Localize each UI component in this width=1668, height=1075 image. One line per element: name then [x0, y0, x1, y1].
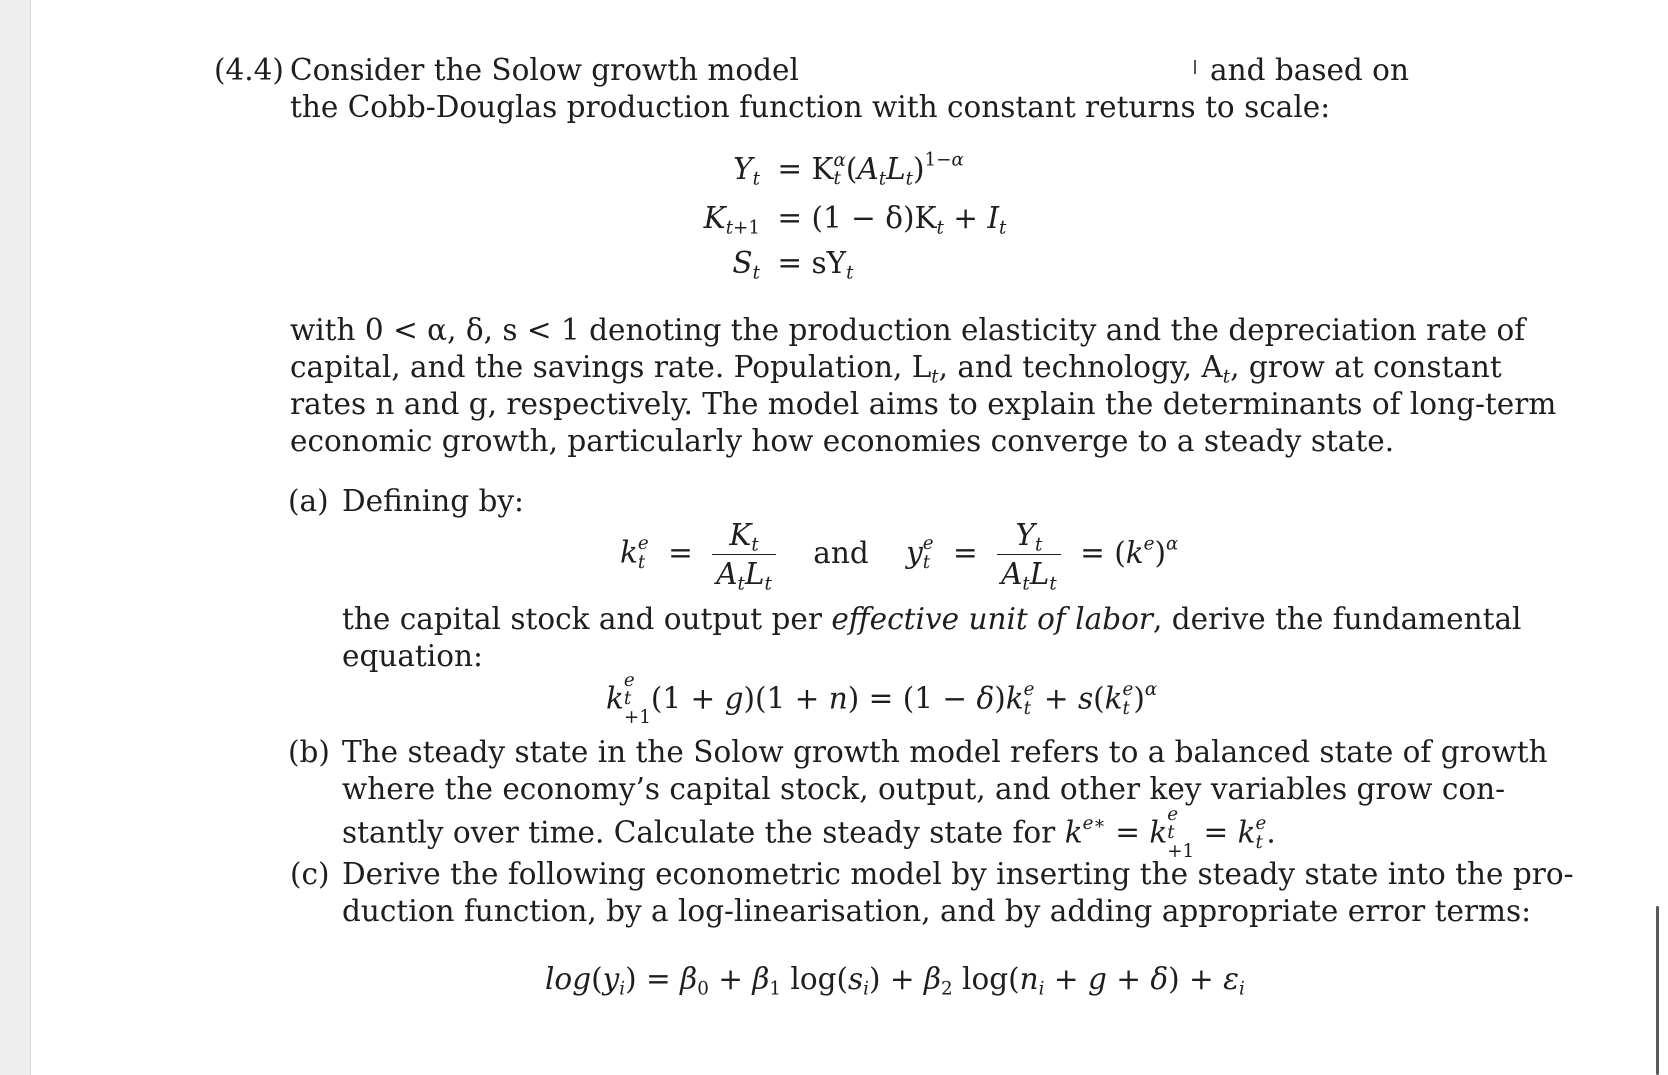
part-a-text-1: Defining by: [342, 484, 524, 518]
equation-effective-units: k e t = $\frac{K_t}{A_tL_t}$ and y e t = $\frac{Y_t}{A_tL_t}$ = $(k^e)^\alpha$ [620, 518, 1179, 595]
part-a-and: and [813, 535, 869, 570]
eq2-rhs: = (1 − δ)K [777, 201, 937, 235]
part-a-label: (a) [288, 484, 329, 518]
eq2-lhs: K [703, 201, 726, 235]
problem-intro-line-2: the Cobb-Douglas production function with constant returns to scale: [290, 90, 1331, 124]
problem-intro-line-1-tail: and based on [1210, 53, 1409, 87]
paragraph-line-2-text-c: , grow at constant [1230, 350, 1502, 384]
part-b-line-3-text: stantly over time. Calculate the steady state for [342, 815, 1056, 850]
fraction-kt: $\frac{K_t}{A_tL_t}$ [712, 516, 776, 593]
part-b-line-1: The steady state in the Solow growth model refers to a balanced state of growth [342, 735, 1548, 769]
part-a-text-2b: , derive the fundamental [1152, 602, 1522, 636]
equation-production-function: $Y_t = K$ α t $(A_tL_t)^{1-\alpha}$ [733, 149, 964, 190]
paragraph-line-1-text: with 0 < α, δ, s < 1 denoting the production elasticity and the depreciation rate of [290, 313, 1526, 347]
eq3-rhs: = sY [777, 246, 847, 280]
part-b-line-3: stantly over time. Calculate the steady state for $k^{e∗} = k$ e t +1 = k e t . [342, 804, 1276, 862]
equation-savings: $S_t = sY_t$ [732, 246, 854, 284]
eq3-lhs: S [732, 246, 753, 280]
part-c-label: (c) [290, 857, 330, 891]
paragraph-line-2-text-b: , and technology, A [938, 350, 1223, 384]
part-b-line-2: where the economy’s capital stock, output, and other key variables grow con- [342, 772, 1506, 806]
equation-capital-accumulation: $K_{t+1} = (1 - \delta)K_t + I_t$ [703, 201, 1007, 239]
part-b-label: (b) [288, 735, 330, 769]
part-c-line-2: duction function, by a log-linearisation, and by adding appropriate error terms: [342, 894, 1532, 928]
problem-number: (4.4) [214, 53, 284, 87]
paragraph-line-3: rates n and g, respectively. The model aims to explain the determinants of long-term [290, 387, 1557, 421]
part-a-text-2 [342, 600, 1521, 639]
cursor-mark [1194, 60, 1196, 74]
part-a-text-3: equation: [342, 639, 483, 673]
fraction-yt: $\frac{Y_t}{A_tL_t}$ [997, 516, 1061, 593]
paragraph-line-1 [290, 311, 1526, 350]
eq1-rhs: = K [777, 152, 834, 186]
part-a-text-2-em: effective unit of labor [831, 602, 1153, 636]
paragraph-line-4: economic growth, particularly how economies converge to a steady state. [290, 424, 1395, 458]
problem-intro-line-1: Consider the Solow growth model [290, 53, 799, 87]
equation-econometric-model: $\log(y_i) = \beta_0 + \beta_1$ $\log(s_i) + \beta_2$ $\log(n_i + g + \delta) + \varepsilon_i$ [545, 962, 1245, 1000]
paragraph-line-2: capital, and the savings rate. Population, $L_t$, and technology, $A_t$, grow at constant [290, 350, 1502, 388]
part-a-text-2a: the capital stock and output per [342, 602, 822, 636]
part-c-line-1: Derive the following econometric model by inserting the steady state into the pro- [342, 857, 1574, 891]
paragraph-line-2-text-a: capital, and the savings rate. Population, L [290, 350, 932, 384]
eq1-lhs: Y [733, 152, 753, 186]
equation-fundamental: k e t +1 (1 + g)(1 + n) = (1 − δ)k e t + s(k e t )$^\alpha$ [606, 670, 1158, 728]
